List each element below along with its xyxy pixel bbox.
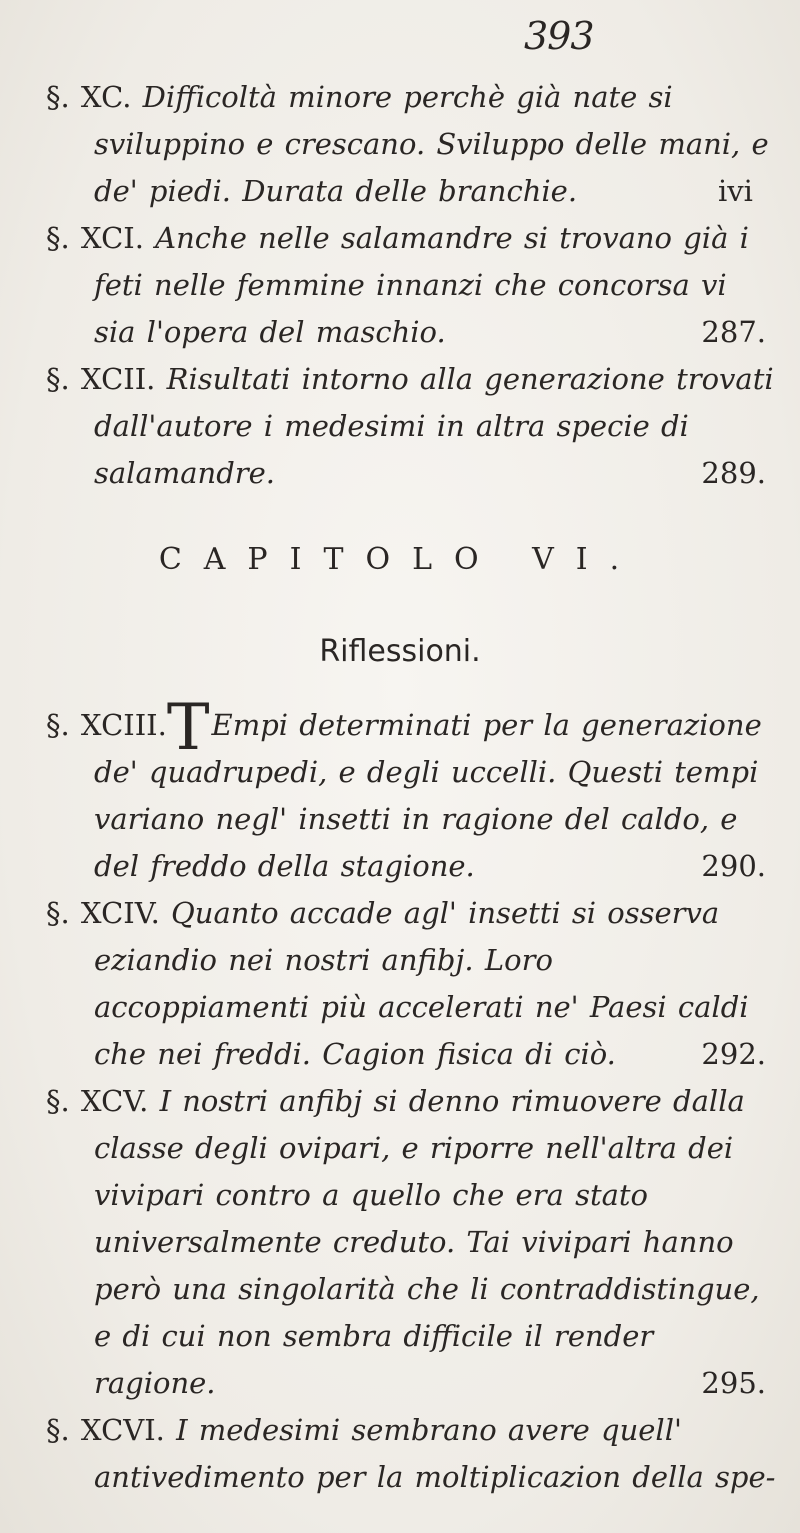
- section-mark: §. XCIV.: [46, 896, 160, 930]
- page-reference: 292.: [701, 1037, 766, 1071]
- entry-text: Difficoltà minore perchè già nate si sviluppino e crescano. Sviluppo delle mani, e de' piedi. Durata delle branchie.: [94, 80, 769, 208]
- entry-text: Quanto accade agl' insetti si osserva eziandio nei nostri anfibj. Loro accoppiamenti più accelerati ne' Paesi caldi che nei freddi. Cagion fisica di ciò.: [94, 896, 749, 1071]
- page-reference: 295.: [701, 1366, 766, 1400]
- chapter-title: CAPITOLO VI.: [158, 542, 642, 577]
- section-mark: §. XC.: [46, 80, 132, 114]
- index-entry: [46, 890, 776, 1078]
- index-entry: §. XC. Difficoltà minore perchè già nate si sviluppino e crescano. Sviluppo delle mani, e de' piedi. Durata delle branchie. ivi: [46, 80, 769, 208]
- page-reference: 289.: [701, 456, 766, 490]
- index-entry: [46, 1407, 776, 1501]
- chapter-subtitle: Riflessioni.: [319, 634, 481, 669]
- entry-text: I nostri anfibj si denno rimuovere dalla classe degli ovipari, e riporre nell'altra dei vivipari contro a quello che era stato universalmente creduto. Tai vivipari hanno però una singolarità che li contraddistingue, e di cui non sembra difficile il render ragione.: [94, 1084, 760, 1400]
- section-mark: §. XCII.: [46, 362, 156, 396]
- page-number: 393: [524, 14, 594, 58]
- section-mark: §. XCI.: [46, 221, 144, 255]
- drop-cap: T: [166, 691, 210, 765]
- index-entry: [46, 215, 776, 356]
- entry-text: Anche nelle salamandre si trovano già i feti nelle femmine innanzi che concorsa vi sia l'opera del maschio.: [94, 221, 749, 349]
- entry-text: Risultati intorno alla generazione trovati dall'autore i medesimi in altra specie di salamandre.: [94, 362, 774, 490]
- index-entry: [46, 691, 776, 890]
- page-reference: 290.: [701, 849, 766, 883]
- section-mark: §. XCV.: [46, 1084, 149, 1118]
- section-mark: §. XCIII.: [46, 708, 167, 742]
- entry-text: I medesimi sembrano avere quell' antivedimento per la moltiplicazion della spe-: [94, 1413, 776, 1494]
- index-entry: [46, 1078, 776, 1407]
- index-entry: [46, 356, 776, 497]
- section-mark: §. XCVI.: [46, 1413, 165, 1447]
- entry-text: Empi determinati per la generazione de' quadrupedi, e degli uccelli. Questi tempi variano negl' insetti in ragione del caldo, e del freddo della stagione.: [94, 708, 762, 883]
- index-entries-top: [46, 74, 776, 497]
- index-entries-bottom: [46, 691, 776, 1501]
- page-reference: 287.: [701, 315, 766, 349]
